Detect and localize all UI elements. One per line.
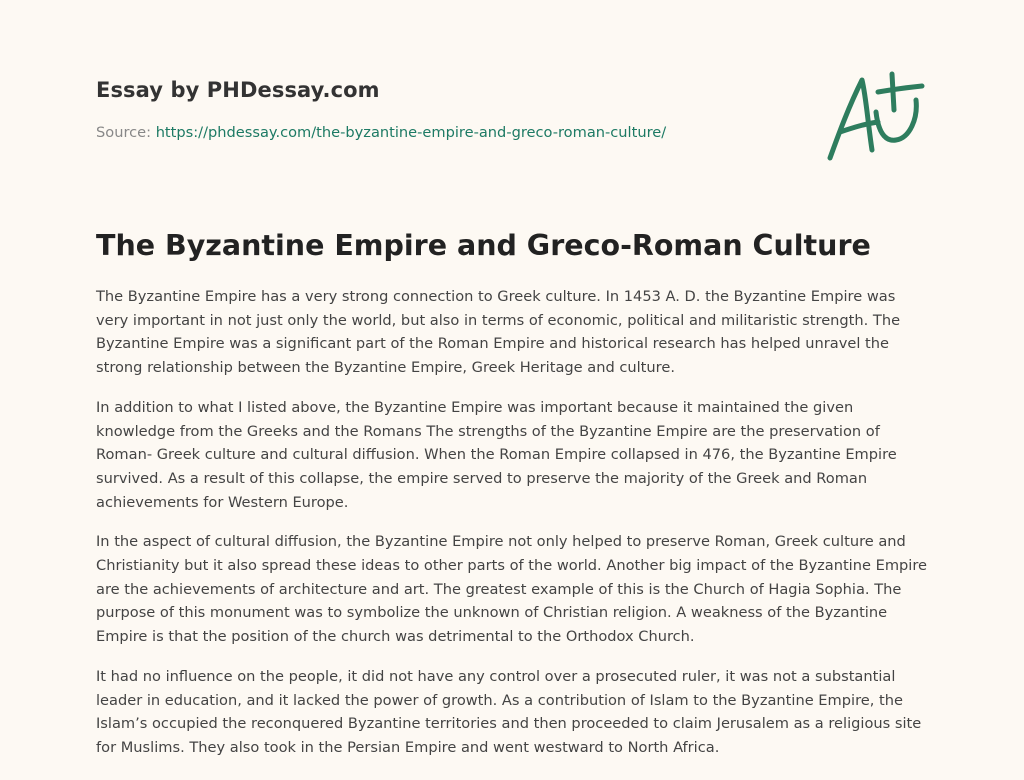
source-link[interactable]: https://phdessay.com/the-byzantine-empire-and-greco-roman-culture/	[155, 124, 667, 141]
paragraph: In addition to what I listed above, the Byzantine Empire was important because it maintained the given knowledge from the Greeks and the Romans The strengths of the Byzantine Empire are the preservation of Roman- Greek culture and cultural diffusion. When the Roman Empire collapsed in 476, the Byzantine Empire survived. As a result of this collapse, the empire served to preserve the majority of the Greek and Roman achievements for Western Europe.	[96, 398, 897, 511]
paragraph: In the aspect of cultural diffusion, the Byzantine Empire not only helped to preserve Roman, Greek culture and Christianity but it also spread these ideas to other parts of the world. Another big impact of the Byzantine Empire are the achievements of architecture and art. The greatest example of this is the Church of Hagia Sophia. The purpose of this monument was to symbolize the unknown of Christian religion. A weakness of the Byzantine Empire is that the position of the church was detrimental to the Orthodox Church.	[96, 533, 928, 646]
paragraph: The Byzantine Empire has a very strong connection to Greek culture. In 1453 A. D. the Byzantine Empire was very important in not just only the world, but also in terms of economic, political and militaristic strength. The Byzantine Empire was a significant part of the Roman Empire and historical research has helped unravel the strong relationship between the Byzantine Empire, Greek Heritage and culture.	[96, 288, 901, 377]
paragraph: It had no influence on the people, it did not have any control over a prosecuted ruler, it was not a substantial leader in education, and it lacked the power of growth. As a contribution of Islam to the Byzantine Empire, the Islam’s occupied the reconquered Byzantine territories and then proceeded to claim Jerusalem as a religious site for Muslims. They also took in the Persian Empire and went westward to North Africa.	[96, 667, 922, 756]
brand-title: Essay by PHDessay.com	[96, 78, 380, 102]
site-header	[96, 74, 796, 106]
source-label: Source:	[96, 124, 152, 141]
a-plus-grade-icon	[820, 66, 930, 166]
article-body	[96, 285, 931, 776]
source-line	[96, 122, 666, 144]
page-title: The Byzantine Empire and Greco-Roman Culture	[96, 229, 871, 262]
